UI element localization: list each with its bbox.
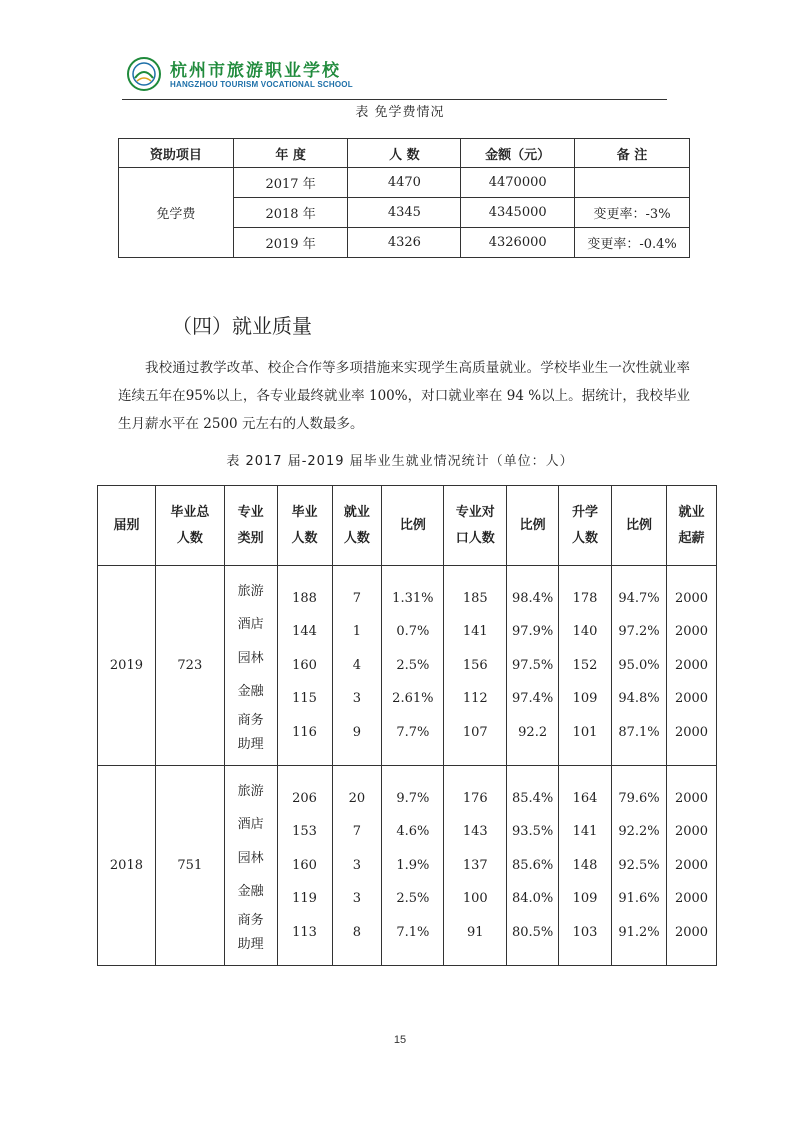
value: 91.6% (618, 891, 660, 907)
value: 9 (352, 724, 362, 740)
value: 156 (462, 657, 488, 673)
value: 97.9% (511, 624, 554, 640)
value: 2.61% (392, 691, 434, 707)
value: 2.5% (396, 891, 430, 907)
header-line: 人数 (291, 530, 318, 546)
ratio-cell (382, 566, 444, 766)
value: 84.0% (511, 891, 554, 907)
table-row (119, 168, 690, 198)
header-line: 比例 (399, 517, 426, 533)
value: 152 (572, 657, 598, 673)
value: 20 (348, 790, 366, 806)
ratio-cell (507, 566, 559, 766)
value: 107 (462, 724, 488, 740)
major-label: 商务 (237, 912, 264, 928)
value: 2000 (674, 790, 709, 806)
grad-count-cell (277, 766, 332, 966)
value: 97.5% (511, 657, 554, 673)
major-cell (224, 566, 277, 766)
grad-count-cell (277, 566, 332, 766)
value: 92.2 (518, 724, 548, 740)
count-cell: 4470 (348, 168, 461, 198)
value: 109 (572, 691, 598, 707)
value: 3 (352, 891, 362, 907)
value: 1.9% (396, 857, 430, 873)
header-line: 起薪 (678, 530, 705, 546)
value: 141 (572, 824, 598, 840)
table2-header-cell (98, 486, 156, 566)
header-line: 比例 (519, 517, 546, 533)
table1-header-cell: 资助项目 (119, 139, 234, 168)
further-study-count-cell (559, 566, 612, 766)
value: 160 (292, 857, 317, 873)
aid-item-cell: 免学费 (119, 168, 234, 258)
value: 2000 (674, 857, 709, 873)
value: 137 (462, 857, 488, 873)
major-cell (224, 766, 277, 966)
ratio-cell (507, 766, 559, 966)
header-line: 人数 (176, 530, 203, 546)
value: 94.8% (618, 691, 660, 707)
value: 2000 (674, 824, 709, 840)
page-header (122, 52, 667, 100)
major-label: 旅游 (237, 783, 264, 799)
ratio-cell (612, 766, 667, 966)
value: 115 (292, 691, 317, 707)
section-heading: （四）就业质量 (172, 314, 312, 338)
value: 85.4% (511, 790, 554, 806)
starting-salary-cell (666, 766, 716, 966)
table2-header-cell (224, 486, 277, 566)
header-line: 人数 (572, 530, 599, 546)
value: 176 (462, 790, 488, 806)
value: 93.5% (511, 824, 554, 840)
major-label: 酒店 (237, 817, 264, 832)
value: 92.5% (618, 857, 660, 873)
note-cell: 变更率：-3% (575, 198, 690, 228)
value: 7.1% (396, 924, 430, 940)
cohort-year-cell: 2019 (98, 566, 156, 766)
header-line: 专业 (237, 504, 264, 520)
value: 79.6% (618, 790, 660, 806)
table-row (98, 766, 717, 966)
value: 2000 (674, 590, 709, 606)
table2-header-cell (332, 486, 382, 566)
employment-stats-table (97, 485, 717, 966)
value: 2000 (674, 724, 709, 740)
major-label: 助理 (237, 936, 264, 952)
header-line: 类别 (237, 530, 264, 546)
value: 160 (292, 657, 317, 673)
ratio-cell (382, 766, 444, 966)
header-line: 毕业总 (170, 504, 210, 520)
table1-header-row (119, 139, 690, 168)
value: 0.7% (396, 624, 430, 640)
value: 103 (572, 924, 598, 940)
employed-count-cell (332, 566, 382, 766)
header-line: 就业 (343, 504, 370, 520)
cohort-year-cell: 2018 (98, 766, 156, 966)
table2-header-cell (612, 486, 667, 566)
table2-header-cell (155, 486, 224, 566)
value: 9.7% (396, 790, 430, 806)
header-line: 人数 (343, 530, 370, 546)
school-seal-icon (126, 56, 162, 92)
value: 2000 (674, 924, 709, 940)
year-cell: 2018 年 (233, 198, 348, 228)
major-label: 酒店 (237, 617, 264, 632)
employed-count-cell (332, 766, 382, 966)
year-cell: 2019 年 (233, 228, 348, 258)
value: 141 (462, 624, 488, 640)
value: 97.4% (511, 691, 554, 707)
value: 91.2% (618, 924, 660, 940)
value: 7 (352, 590, 362, 606)
value: 98.4% (511, 590, 554, 606)
header-line: 专业对 (455, 504, 495, 520)
header-line: 届别 (113, 517, 140, 533)
table2-header-row (98, 486, 717, 566)
school-name-cn: 杭州市旅游职业学校 (170, 61, 341, 81)
value: 119 (292, 891, 317, 907)
value: 101 (572, 724, 598, 740)
value: 4.6% (396, 824, 430, 840)
value: 87.1% (618, 724, 660, 740)
value: 178 (572, 590, 598, 606)
count-cell: 4345 (348, 198, 461, 228)
header-line: 毕业 (291, 504, 318, 520)
value: 2000 (674, 891, 709, 907)
value: 7 (352, 824, 362, 840)
header-line: 就业 (678, 504, 705, 520)
header-line: 升学 (572, 504, 599, 520)
starting-salary-cell (666, 566, 716, 766)
school-name-en: HANGZHOU TOURISM VOCATIONAL SCHOOL (170, 80, 353, 89)
major-label: 商务 (237, 712, 264, 728)
value: 7.7% (396, 724, 430, 740)
table2-header-cell (559, 486, 612, 566)
value: 85.6% (511, 857, 554, 873)
note-cell: 变更率：-0.4% (575, 228, 690, 258)
amount-cell: 4470000 (461, 168, 575, 198)
major-label: 旅游 (237, 583, 264, 599)
tuition-waiver-table (118, 138, 690, 258)
value: 2.5% (396, 657, 430, 673)
table1-header-cell: 金额（元） (461, 139, 575, 168)
value: 94.7% (618, 590, 660, 606)
major-label: 金融 (237, 884, 264, 899)
table1-header-cell: 备 注 (575, 139, 690, 168)
note-cell (575, 168, 690, 198)
table2-header-cell (444, 486, 507, 566)
major-label: 园林 (237, 650, 264, 666)
table-row (98, 566, 717, 766)
table2-header-cell (277, 486, 332, 566)
value: 153 (292, 824, 317, 840)
value: 188 (292, 590, 317, 606)
matched-count-cell (444, 566, 507, 766)
value: 112 (462, 691, 488, 707)
page-number: 15 (393, 1034, 407, 1046)
header-line: 口人数 (455, 530, 495, 546)
further-study-count-cell (559, 766, 612, 966)
amount-cell: 4326000 (461, 228, 575, 258)
value: 2000 (674, 624, 709, 640)
major-label: 金融 (237, 684, 264, 699)
value: 143 (462, 824, 488, 840)
header-divider (122, 99, 667, 100)
value: 206 (292, 790, 317, 806)
value: 116 (292, 724, 317, 740)
table2-caption: 表 2017 届-2019 届毕业生就业情况统计（单位：人） (226, 454, 574, 469)
body-paragraph: 我校通过教学改革、校企合作等多项措施来实现学生高质量就业。学校毕业生一次性就业率连续五年在95%以上，各专业最终就业率 100%，对口就业率在 94 %以上。据统计，我校毕业生月薪水平在 2500 元左右的人数最多。 (118, 360, 690, 432)
value: 3 (352, 691, 362, 707)
value: 113 (292, 924, 317, 940)
value: 1 (352, 624, 362, 640)
table1-header-cell: 人 数 (348, 139, 461, 168)
value: 8 (352, 924, 362, 940)
value: 4 (352, 657, 362, 673)
value: 185 (462, 590, 488, 606)
matched-count-cell (444, 766, 507, 966)
value: 95.0% (618, 657, 660, 673)
value: 80.5% (511, 924, 554, 940)
count-cell: 4326 (348, 228, 461, 258)
major-label: 助理 (237, 736, 264, 752)
header-line: 比例 (625, 517, 652, 533)
value: 144 (292, 624, 317, 640)
value: 140 (572, 624, 598, 640)
value: 109 (572, 891, 598, 907)
cohort-total-cell: 723 (155, 566, 224, 766)
value: 100 (462, 891, 488, 907)
value: 91 (466, 924, 484, 940)
value: 3 (352, 857, 362, 873)
value: 92.2% (618, 824, 660, 840)
ratio-cell (612, 566, 667, 766)
value: 1.31% (392, 590, 434, 606)
value: 97.2% (618, 624, 660, 640)
table2-header-cell (507, 486, 559, 566)
table2-header-cell (666, 486, 716, 566)
major-label: 园林 (237, 850, 264, 866)
table2-header-cell (382, 486, 444, 566)
value: 164 (572, 790, 598, 806)
value: 2000 (674, 657, 709, 673)
year-cell: 2017 年 (233, 168, 348, 198)
table1-caption: 表 免学费情况 (355, 105, 445, 120)
value: 2000 (674, 691, 709, 707)
value: 148 (572, 857, 598, 873)
table1-header-cell: 年 度 (233, 139, 348, 168)
cohort-total-cell: 751 (155, 766, 224, 966)
amount-cell: 4345000 (461, 198, 575, 228)
